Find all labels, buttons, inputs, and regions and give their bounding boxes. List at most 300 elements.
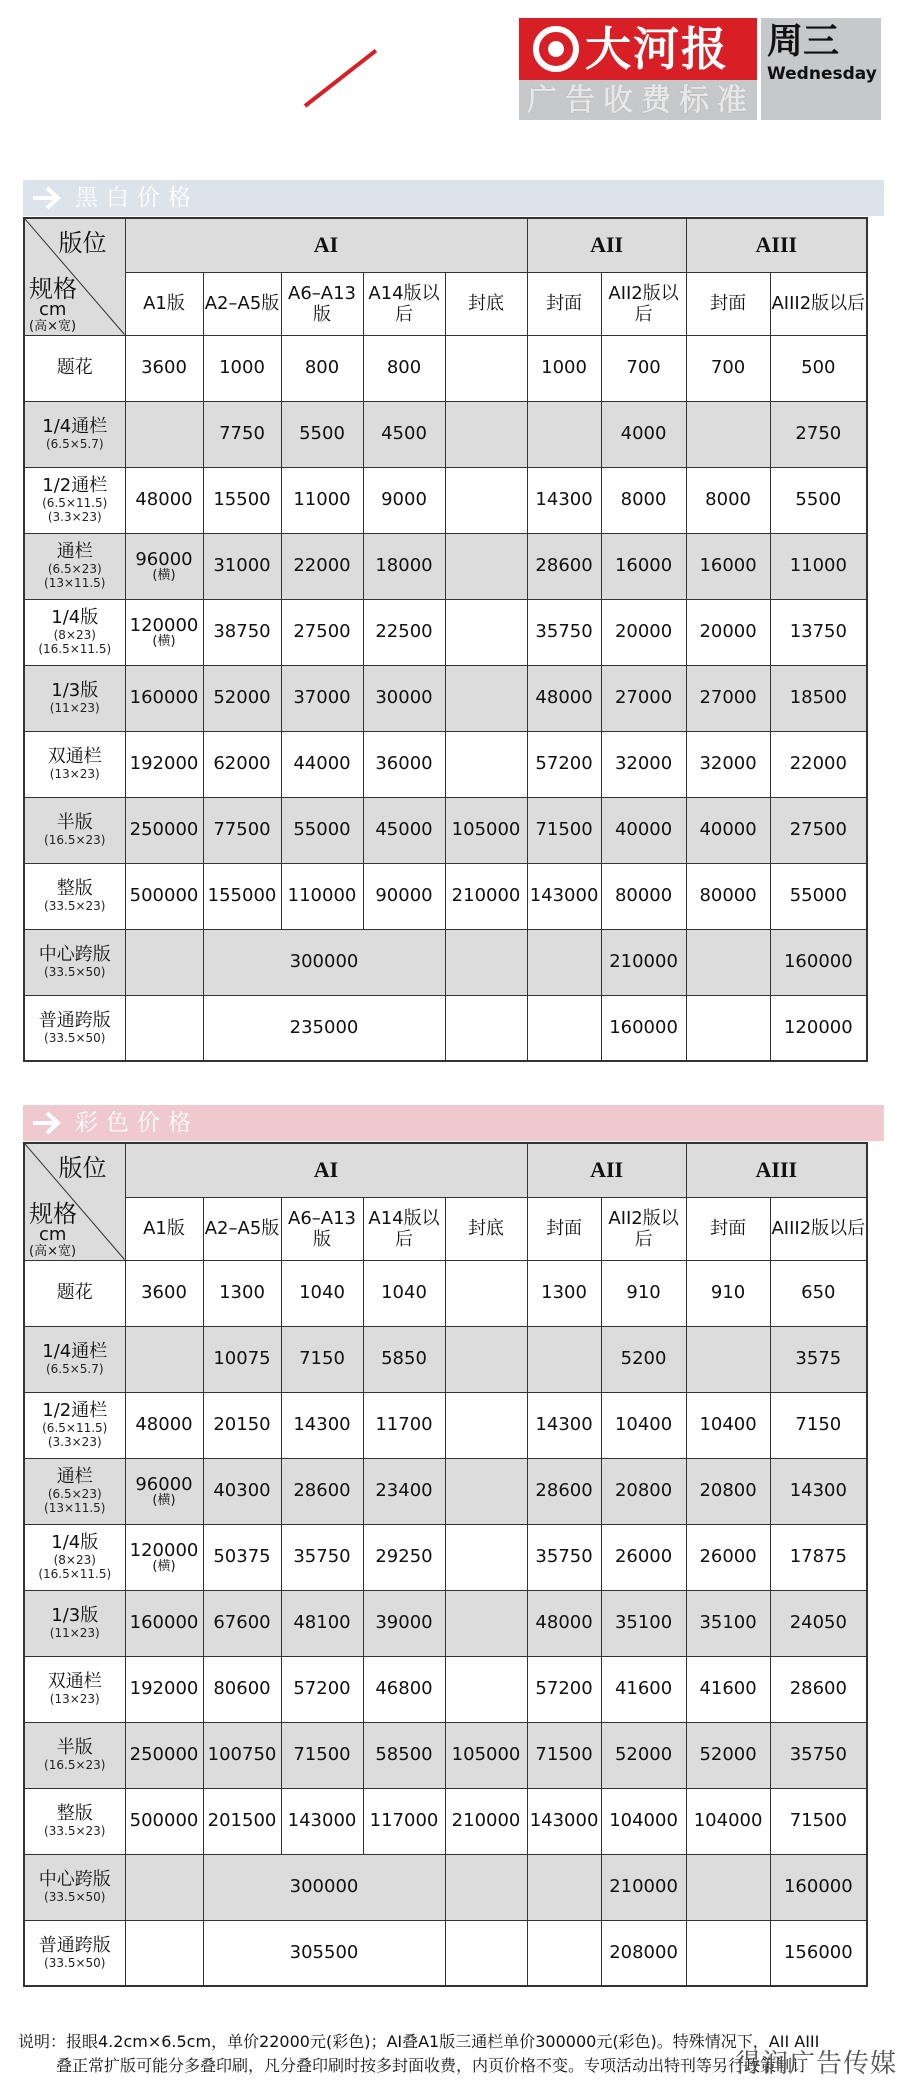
span-row xyxy=(24,1920,867,1986)
row-header xyxy=(24,995,125,1061)
price-cell: 71500 xyxy=(770,1788,867,1854)
price-cell-empty xyxy=(125,1920,203,1986)
price-cell: 650 xyxy=(770,1260,867,1326)
price-cell: 1040 xyxy=(363,1260,445,1326)
table-row xyxy=(24,1656,867,1722)
price-cell xyxy=(445,467,527,533)
sub-header: A2–A5版 xyxy=(203,272,281,335)
price-cell: 700 xyxy=(686,335,770,401)
newspaper-logo-icon xyxy=(533,26,579,72)
weekday-zh: 周三 xyxy=(767,21,840,62)
row-spec: (16.5×11.5) xyxy=(38,1567,112,1581)
price-cell xyxy=(445,1326,527,1392)
span-price-aiii: 120000 xyxy=(770,995,867,1061)
price-value: 120000 xyxy=(129,1540,199,1561)
span-price-aii: 210000 xyxy=(601,1854,686,1920)
price-cell: 201500 xyxy=(203,1788,281,1854)
price-note: (横) xyxy=(152,568,176,583)
price-cell: 67600 xyxy=(203,1590,281,1656)
price-note: (横) xyxy=(152,1559,176,1574)
price-cell: 5500 xyxy=(770,467,867,533)
price-cell: 910 xyxy=(686,1260,770,1326)
header-row-groups xyxy=(24,1143,867,1197)
price-cell: 71500 xyxy=(527,797,601,863)
masthead xyxy=(519,18,881,118)
price-cell: 3575 xyxy=(770,1326,867,1392)
sub-header: 封面 xyxy=(686,1197,770,1260)
price-cell: 1040 xyxy=(281,1260,363,1326)
row-header xyxy=(24,797,125,863)
row-spec: (11×23) xyxy=(49,701,100,715)
row-spec: (6.5×23) xyxy=(47,1487,102,1501)
row-header xyxy=(24,599,125,665)
price-cell: 41600 xyxy=(601,1656,686,1722)
table-row xyxy=(24,1392,867,1458)
masthead-slash xyxy=(304,49,377,108)
price-cell xyxy=(445,731,527,797)
row-header xyxy=(24,335,125,401)
price-cell: 1000 xyxy=(527,335,601,401)
price-cell-empty xyxy=(125,1854,203,1920)
price-cell xyxy=(527,1326,601,1392)
price-cell xyxy=(445,335,527,401)
row-spec: (6.5×11.5) xyxy=(42,496,108,510)
table-row xyxy=(24,1458,867,1524)
price-cell: 5850 xyxy=(363,1326,445,1392)
row-header xyxy=(24,1788,125,1854)
price-cell xyxy=(445,599,527,665)
section-title-color: 彩色价格 xyxy=(75,1110,199,1136)
row-name: 1/2通栏 xyxy=(42,475,108,496)
price-cell xyxy=(125,1458,203,1524)
price-cell: 4500 xyxy=(363,401,445,467)
price-cell-empty xyxy=(445,995,527,1061)
price-cell: 52000 xyxy=(203,665,281,731)
span-price-ai: 300000 xyxy=(203,1854,445,1920)
arrow-right-icon xyxy=(29,1109,63,1137)
price-cell-empty xyxy=(445,1854,527,1920)
price-cell xyxy=(445,1656,527,1722)
price-cell xyxy=(445,533,527,599)
group-header-ai: AI xyxy=(125,1143,527,1197)
price-cell: 30000 xyxy=(363,665,445,731)
price-cell: 250000 xyxy=(125,797,203,863)
section-bar-bw xyxy=(23,180,884,216)
span-row xyxy=(24,1854,867,1920)
price-cell: 10075 xyxy=(203,1326,281,1392)
price-cell: 52000 xyxy=(686,1722,770,1788)
table-row xyxy=(24,599,867,665)
sub-header: AII2版以后 xyxy=(601,272,686,335)
price-cell: 35100 xyxy=(601,1590,686,1656)
price-cell: 40000 xyxy=(686,797,770,863)
table-row xyxy=(24,1722,867,1788)
corner-spec-label: 规格 xyxy=(29,275,77,303)
group-header-aiii: AIII xyxy=(686,1143,867,1197)
price-cell: 41600 xyxy=(686,1656,770,1722)
price-cell: 110000 xyxy=(281,863,363,929)
span-price-aii: 210000 xyxy=(601,929,686,995)
price-cell: 192000 xyxy=(125,731,203,797)
price-cell xyxy=(125,533,203,599)
price-cell: 48000 xyxy=(527,1590,601,1656)
price-cell: 192000 xyxy=(125,1656,203,1722)
price-cell-empty xyxy=(527,929,601,995)
price-cell-empty xyxy=(686,1920,770,1986)
row-spec: (16.5×11.5) xyxy=(38,642,112,656)
price-cell: 7150 xyxy=(770,1392,867,1458)
row-spec: (33.5×50) xyxy=(44,1890,106,1904)
price-cell: 14300 xyxy=(527,1392,601,1458)
table-row xyxy=(24,1326,867,1392)
price-cell-empty xyxy=(125,995,203,1061)
row-spec: (8×23) xyxy=(53,1553,96,1567)
price-cell: 32000 xyxy=(601,731,686,797)
price-cell: 8000 xyxy=(686,467,770,533)
row-name: 普通跨版 xyxy=(38,1934,111,1956)
price-cell-empty xyxy=(527,995,601,1061)
row-name: 1/4通栏 xyxy=(42,1341,108,1362)
price-cell: 1000 xyxy=(203,335,281,401)
price-cell: 500 xyxy=(770,335,867,401)
price-cell: 57200 xyxy=(527,1656,601,1722)
price-cell: 90000 xyxy=(363,863,445,929)
row-name: 双通栏 xyxy=(47,746,102,767)
sub-header: A14版以后 xyxy=(363,1197,445,1260)
price-table-color xyxy=(23,1142,868,1987)
price-value: 96000 xyxy=(135,1474,193,1495)
price-cell: 3600 xyxy=(125,335,203,401)
section-title-bw: 黑白价格 xyxy=(75,185,199,211)
price-cell: 11000 xyxy=(281,467,363,533)
price-cell: 23400 xyxy=(363,1458,445,1524)
price-cell: 117000 xyxy=(363,1788,445,1854)
price-cell: 105000 xyxy=(445,797,527,863)
row-header xyxy=(24,731,125,797)
price-cell: 105000 xyxy=(445,1722,527,1788)
price-cell: 2750 xyxy=(770,401,867,467)
price-cell: 20800 xyxy=(686,1458,770,1524)
row-name: 整版 xyxy=(56,1803,93,1824)
price-cell xyxy=(125,1326,203,1392)
price-cell: 27000 xyxy=(686,665,770,731)
price-cell: 5500 xyxy=(281,401,363,467)
price-cell: 22500 xyxy=(363,599,445,665)
price-cell: 20150 xyxy=(203,1392,281,1458)
price-cell xyxy=(125,1524,203,1590)
row-header xyxy=(24,401,125,467)
price-cell: 45000 xyxy=(363,797,445,863)
price-cell: 26000 xyxy=(686,1524,770,1590)
price-cell: 48000 xyxy=(125,1392,203,1458)
price-cell: 55000 xyxy=(770,863,867,929)
group-header-aiii: AIII xyxy=(686,218,867,272)
span-row xyxy=(24,929,867,995)
price-cell: 58500 xyxy=(363,1722,445,1788)
price-cell: 17875 xyxy=(770,1524,867,1590)
price-cell xyxy=(445,1260,527,1326)
row-spec: (13×11.5) xyxy=(44,576,106,590)
row-header xyxy=(24,665,125,731)
corner-hw-label: (高×宽) xyxy=(29,1244,77,1259)
table-row xyxy=(24,1260,867,1326)
price-cell: 5200 xyxy=(601,1326,686,1392)
price-cell xyxy=(445,401,527,467)
row-name: 1/4版 xyxy=(51,607,99,628)
table-row xyxy=(24,863,867,929)
price-cell: 4000 xyxy=(601,401,686,467)
row-name: 中心跨版 xyxy=(38,944,111,965)
price-cell: 700 xyxy=(601,335,686,401)
price-note: (横) xyxy=(152,634,176,649)
price-cell: 40000 xyxy=(601,797,686,863)
price-cell: 39000 xyxy=(363,1590,445,1656)
price-cell: 20000 xyxy=(601,599,686,665)
row-name: 通栏 xyxy=(56,541,93,562)
header-row-groups xyxy=(24,218,867,272)
price-cell: 250000 xyxy=(125,1722,203,1788)
header-row-sub xyxy=(24,1197,867,1260)
sub-header: A1版 xyxy=(125,272,203,335)
row-spec: (13×23) xyxy=(49,767,100,781)
price-cell: 14300 xyxy=(527,467,601,533)
price-cell: 100750 xyxy=(203,1722,281,1788)
corner-unit-label: cm xyxy=(39,299,67,320)
price-cell: 9000 xyxy=(363,467,445,533)
row-header xyxy=(24,1326,125,1392)
price-cell xyxy=(527,401,601,467)
arrow-right-icon xyxy=(29,184,63,212)
footnote-line-1: 说明：报眼4.2cm×6.5cm，单价22000元(彩色)；AI叠A1版三通栏单价300000元(彩色)。特殊情况下，AII AIII xyxy=(18,2032,820,2051)
price-cell: 38750 xyxy=(203,599,281,665)
table-row xyxy=(24,1524,867,1590)
row-name: 双通栏 xyxy=(47,1671,102,1692)
table-row xyxy=(24,401,867,467)
row-name: 中心跨版 xyxy=(38,1869,111,1890)
price-cell: 16000 xyxy=(686,533,770,599)
price-cell: 210000 xyxy=(445,1788,527,1854)
row-name: 半版 xyxy=(56,812,93,833)
row-spec: (3.3×23) xyxy=(47,1435,102,1449)
price-note: (横) xyxy=(152,1493,176,1508)
price-cell: 8000 xyxy=(601,467,686,533)
price-cell: 36000 xyxy=(363,731,445,797)
price-cell-empty xyxy=(686,1854,770,1920)
price-cell: 3600 xyxy=(125,1260,203,1326)
row-spec: (33.5×23) xyxy=(44,1824,106,1838)
sub-header: 封面 xyxy=(527,1197,601,1260)
sub-header: A1版 xyxy=(125,1197,203,1260)
span-price-ai: 305500 xyxy=(203,1920,445,1986)
row-header xyxy=(24,863,125,929)
row-spec: (6.5×5.7) xyxy=(45,1362,104,1376)
price-cell: 7150 xyxy=(281,1326,363,1392)
price-cell: 104000 xyxy=(601,1788,686,1854)
price-cell-empty xyxy=(686,929,770,995)
row-name: 题花 xyxy=(56,357,93,378)
price-cell: 80000 xyxy=(686,863,770,929)
price-cell: 18500 xyxy=(770,665,867,731)
corner-position-label: 版位 xyxy=(58,229,107,257)
price-cell-empty xyxy=(125,929,203,995)
row-name: 整版 xyxy=(56,878,93,899)
price-cell: 104000 xyxy=(686,1788,770,1854)
corner-spec-label: 规格 xyxy=(29,1200,77,1228)
price-cell: 28600 xyxy=(281,1458,363,1524)
row-header xyxy=(24,1260,125,1326)
sub-header: 封底 xyxy=(445,1197,527,1260)
price-table-bw xyxy=(23,217,868,1062)
price-cell: 28600 xyxy=(527,1458,601,1524)
span-row xyxy=(24,995,867,1061)
row-spec: (13×11.5) xyxy=(44,1501,106,1515)
header-row-sub xyxy=(24,272,867,335)
price-cell: 143000 xyxy=(281,1788,363,1854)
price-cell: 80000 xyxy=(601,863,686,929)
price-cell: 50375 xyxy=(203,1524,281,1590)
price-cell xyxy=(125,599,203,665)
paper-name: 大河报 xyxy=(585,22,729,76)
table-row xyxy=(24,797,867,863)
sub-header: 封面 xyxy=(527,272,601,335)
table-row xyxy=(24,731,867,797)
price-cell: 52000 xyxy=(601,1722,686,1788)
sub-header: A2–A5版 xyxy=(203,1197,281,1260)
corner-cell xyxy=(24,1143,125,1260)
row-header xyxy=(24,467,125,533)
price-cell: 10400 xyxy=(686,1392,770,1458)
sub-header: AIII2版以后 xyxy=(770,1197,867,1260)
price-cell: 1300 xyxy=(527,1260,601,1326)
price-cell: 14300 xyxy=(770,1458,867,1524)
price-cell: 35750 xyxy=(527,599,601,665)
price-value: 96000 xyxy=(135,549,193,570)
row-header xyxy=(24,1920,125,1986)
price-cell: 155000 xyxy=(203,863,281,929)
price-cell: 160000 xyxy=(125,665,203,731)
price-cell-empty xyxy=(445,1920,527,1986)
price-cell: 26000 xyxy=(601,1524,686,1590)
price-cell: 48000 xyxy=(527,665,601,731)
row-spec: (16.5×23) xyxy=(44,833,106,847)
price-cell: 18000 xyxy=(363,533,445,599)
price-cell-empty xyxy=(686,995,770,1061)
price-cell: 44000 xyxy=(281,731,363,797)
row-spec: (6.5×5.7) xyxy=(45,437,104,451)
corner-unit-label: cm xyxy=(39,1224,67,1245)
row-header xyxy=(24,1458,125,1524)
price-cell: 11700 xyxy=(363,1392,445,1458)
price-cell xyxy=(445,1458,527,1524)
group-header-ai: AI xyxy=(125,218,527,272)
price-cell: 62000 xyxy=(203,731,281,797)
row-name: 1/4通栏 xyxy=(42,416,108,437)
price-cell: 55000 xyxy=(281,797,363,863)
price-cell: 46800 xyxy=(363,1656,445,1722)
table-row xyxy=(24,335,867,401)
row-header xyxy=(24,533,125,599)
price-cell: 15500 xyxy=(203,467,281,533)
group-header-aii: AII xyxy=(527,218,686,272)
price-cell: 37000 xyxy=(281,665,363,731)
row-name: 普通跨版 xyxy=(38,1009,111,1031)
row-header xyxy=(24,929,125,995)
row-spec: (33.5×50) xyxy=(44,1030,106,1045)
sub-header: AII2版以后 xyxy=(601,1197,686,1260)
price-cell: 80600 xyxy=(203,1656,281,1722)
corner-hw-label: (高×宽) xyxy=(29,319,77,334)
price-cell: 35750 xyxy=(770,1722,867,1788)
price-cell xyxy=(686,1326,770,1392)
price-cell: 31000 xyxy=(203,533,281,599)
price-cell: 71500 xyxy=(281,1722,363,1788)
corner-position-label: 版位 xyxy=(58,1154,107,1182)
price-cell: 16000 xyxy=(601,533,686,599)
row-spec: (33.5×50) xyxy=(44,1955,106,1970)
span-price-aiii: 160000 xyxy=(770,929,867,995)
price-cell-empty xyxy=(527,1920,601,1986)
row-spec: (6.5×23) xyxy=(47,562,102,576)
row-name: 1/4版 xyxy=(51,1532,99,1553)
row-spec: (8×23) xyxy=(53,628,96,642)
group-header-aii: AII xyxy=(527,1143,686,1197)
span-price-aiii: 160000 xyxy=(770,1854,867,1920)
row-header xyxy=(24,1854,125,1920)
sub-header: A14版以后 xyxy=(363,272,445,335)
page-subtitle: 广告收费标准 xyxy=(527,83,755,118)
price-cell: 10400 xyxy=(601,1392,686,1458)
weekday-en: Wednesday xyxy=(767,64,877,84)
price-cell xyxy=(445,1524,527,1590)
row-spec: (3.3×23) xyxy=(47,510,102,524)
row-name: 1/2通栏 xyxy=(42,1400,108,1421)
price-cell: 800 xyxy=(363,335,445,401)
price-cell-empty xyxy=(527,1854,601,1920)
price-cell: 14300 xyxy=(281,1392,363,1458)
price-cell: 13750 xyxy=(770,599,867,665)
price-cell: 40300 xyxy=(203,1458,281,1524)
price-cell: 20000 xyxy=(686,599,770,665)
price-cell: 143000 xyxy=(527,1788,601,1854)
footnote-line-2: 叠正常扩版可能分多叠印刷，凡分叠印刷时按多封面收费，内页价格不变。专项活动出特刊等另行政策制订 xyxy=(56,2056,809,2075)
price-cell: 22000 xyxy=(770,731,867,797)
price-cell-empty xyxy=(445,929,527,995)
watermark: 得润广告传媒 xyxy=(735,2049,898,2079)
sub-header: A6–A13版 xyxy=(281,1197,363,1260)
row-name: 半版 xyxy=(56,1737,93,1758)
span-price-aii: 208000 xyxy=(601,1920,686,1986)
table-row xyxy=(24,1788,867,1854)
price-cell: 24050 xyxy=(770,1590,867,1656)
row-spec: (13×23) xyxy=(49,1692,100,1706)
price-cell: 77500 xyxy=(203,797,281,863)
row-spec: (6.5×11.5) xyxy=(42,1421,108,1435)
row-spec: (16.5×23) xyxy=(44,1758,106,1772)
price-cell: 500000 xyxy=(125,863,203,929)
price-cell: 48000 xyxy=(125,467,203,533)
price-cell xyxy=(445,1590,527,1656)
table-row xyxy=(24,467,867,533)
row-name: 1/3版 xyxy=(51,680,99,701)
price-cell: 57200 xyxy=(281,1656,363,1722)
price-cell: 29250 xyxy=(363,1524,445,1590)
price-cell: 48100 xyxy=(281,1590,363,1656)
price-value: 120000 xyxy=(129,615,199,636)
price-cell xyxy=(445,1392,527,1458)
row-header xyxy=(24,1590,125,1656)
section-bar-color xyxy=(23,1105,884,1141)
price-cell: 910 xyxy=(601,1260,686,1326)
